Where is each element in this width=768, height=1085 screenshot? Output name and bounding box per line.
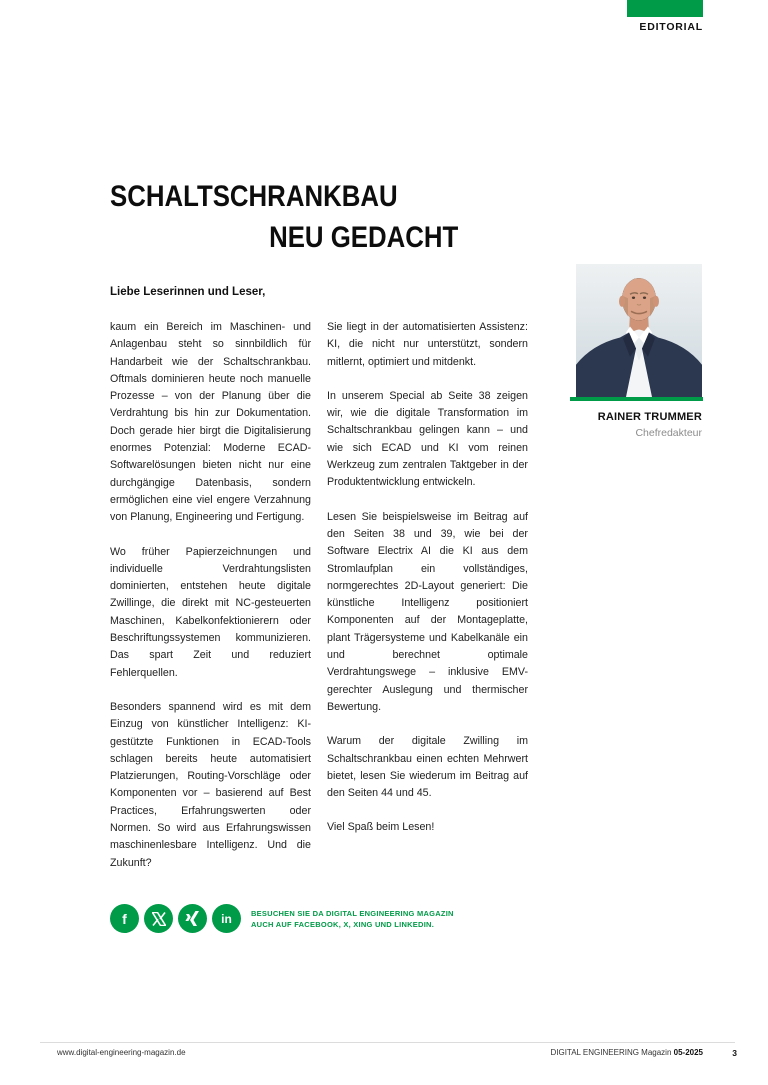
paragraph: Wo früher Papierzeichnungen und individuelle Verdrahtungslisten dominierten, entstehen heute digitale Zwillinge, die direkt mit NC-gesteuerten Maschinen, Kabelkonfektionierern oder Beschriftungssystemen kommunizieren. Das spart Zeit und reduziert Fehlerquellen.: [110, 545, 311, 679]
xing-glyph: [185, 911, 200, 926]
social-note-line2: AUCH AUF FACEBOOK, X, XING UND LINKEDIN.: [251, 919, 435, 929]
footer-issue: 05-2025: [673, 1048, 703, 1057]
author-block: [598, 411, 702, 439]
footer-page-number: 3: [732, 1048, 737, 1058]
social-note-line1: BESUCHEN SIE DA DIGITAL ENGINEERING MAGAZIN: [251, 908, 454, 918]
x-twitter-icon[interactable]: [144, 904, 173, 933]
paragraph: Sie liegt in der automatisierten Assistenz: KI, die nicht nur unterstützt, sondern mitlernt, optimiert und mitdenkt.: [327, 321, 528, 368]
section-kicker: EDITORIAL: [639, 21, 703, 33]
accent-bar: [627, 0, 703, 17]
page-title-line1: SCHALTSCHRANKBAU: [110, 180, 398, 213]
paragraph: kaum ein Bereich im Maschinen- und Anlagenbau steht so sinnbildlich für Handarbeit wie der Schaltschrankbau. Oftmals dominieren heute noch manuelle Prozesse – von der Planung über die Verdrahtung bis hin zur Dokumentation. Doch gerade hier birgt die Digitalisierung enormes Potenzial: Moderne ECAD-Softwarelösungen bieten nicht nur eine durchgängige Datenbasis, sondern ermöglichen eine viel engere Verzahnung von Planung, Engineering und Fertigung.: [110, 321, 311, 524]
portrait-accent-underline: [570, 397, 703, 401]
social-row: [110, 904, 454, 933]
author-name: RAINER TRUMMER: [597, 411, 702, 423]
footer-divider: [40, 1042, 735, 1043]
linkedin-icon[interactable]: [212, 904, 241, 933]
facebook-glyph: f: [122, 910, 127, 927]
social-note: [251, 908, 454, 930]
footer-magazine-name: DIGITAL ENGINEERING Magazin: [550, 1048, 672, 1057]
page-title: [110, 176, 458, 258]
x-glyph: [152, 912, 166, 926]
xing-icon[interactable]: [178, 904, 207, 933]
paragraph: Viel Spaß beim Lesen!: [327, 821, 435, 834]
paragraph: Lesen Sie beispielsweise im Beitrag auf den Seiten 38 und 39, wie bei der Software Electrix AI die KI aus dem Stromlaufplan ein vollständiges, normgerechtes 2D-Layout generiert: Die künstliche Intelligenz positioniert Komponenten auf der Montageplatte, plant Trägersysteme und Kabelkanäle ein und berechnet optimale Verdrahtungswege – inklusive EMV-gerechter Auslegung und thermischer Bewertung.: [327, 510, 528, 713]
portrait-photo: [576, 264, 702, 397]
page-title-line2: NEU GEDACHT: [269, 221, 459, 254]
social-icons: [110, 904, 241, 933]
paragraph: In unserem Special ab Seite 38 zeigen wir, wie die digitale Transformation im Schaltschrankbau gelingen kann – und wie sich ECAD und KI vom reinen Werkzeug zum zentralen Taktgeber in der Produktentwicklung entwickeln.: [327, 389, 528, 489]
footer-magazine-info: [550, 1048, 703, 1057]
footer-website-link[interactable]: www.digital-engineering-magazin.de: [57, 1048, 186, 1057]
editorial-column-left: [110, 319, 311, 889]
editorial-column-right: [327, 319, 528, 854]
facebook-icon[interactable]: [110, 904, 139, 933]
author-role: Chefredakteur: [635, 427, 702, 439]
paragraph: Besonders spannend wird es mit dem Einzug von künstlicher Intelligenz: KI-gestützte Funktionen in ECAD-Tools schlagen bereits heute automatisiert Platzierungen, Routing-Vorschläge oder Komponenten vor – basierend auf Best Practices, Erfahrungswerten oder Normen. So wird aus Erfahrungswissen maschinenlesbare Intelligenz. Und die Zukunft?: [110, 700, 311, 869]
greeting: Liebe Leserinnen und Leser,: [110, 286, 266, 298]
paragraph: Warum der digitale Zwilling im Schaltschrankbau einen echten Mehrwert bietet, lesen Sie wiederum im Beitrag auf den Seiten 44 und 45.: [327, 735, 528, 800]
linkedin-glyph: in: [221, 911, 232, 926]
